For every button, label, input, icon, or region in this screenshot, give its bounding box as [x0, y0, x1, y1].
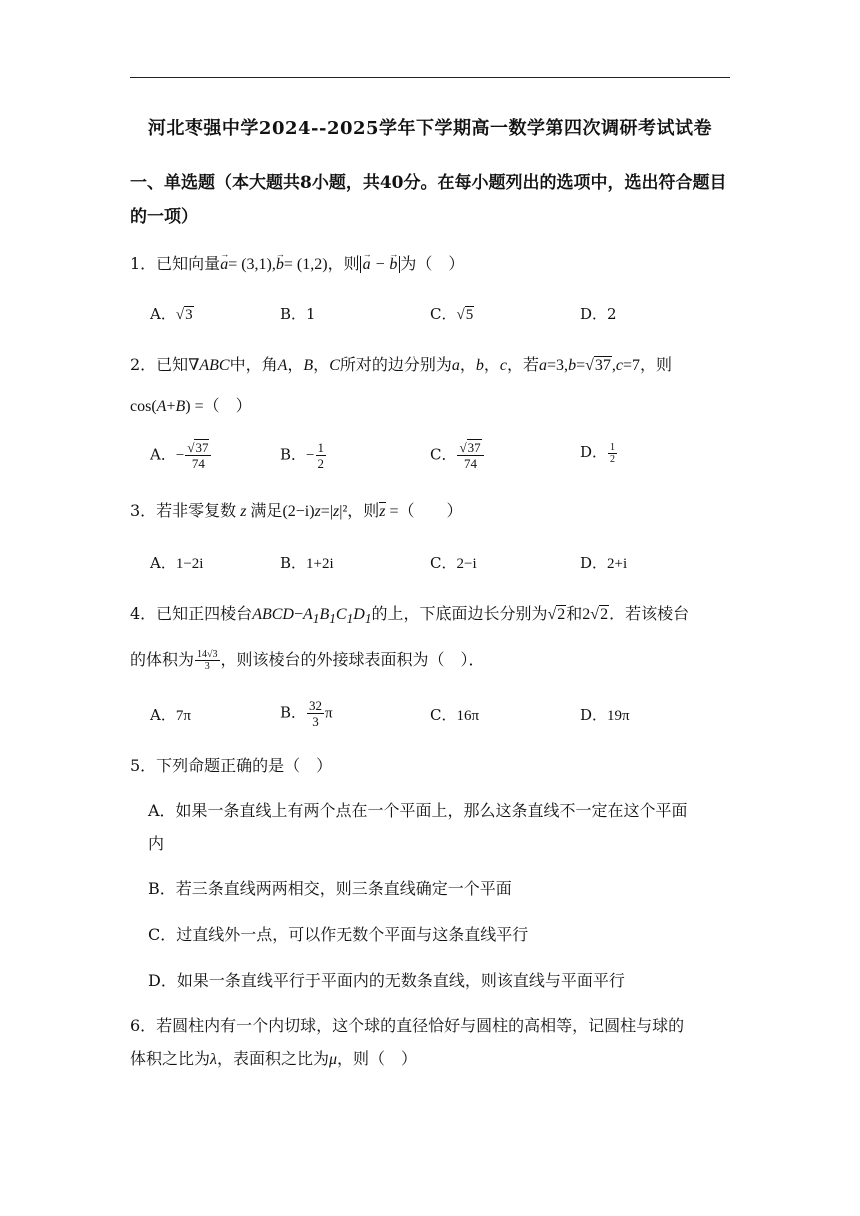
- question-2-line-1: 2．已知∇ABC中，角A，B，C所对的边分别为a，b，c，若a=3,b=√37,c=7，则: [130, 355, 673, 374]
- question-4-line-2: 的体积为 $\frac{14√3}{3}$ ，则该棱台的外接球表面积为（ ）．: [130, 649, 485, 672]
- question-2-line-2: cos(A+B) =（ ）: [130, 396, 252, 415]
- q1-option-a: A．√3: [150, 305, 193, 323]
- q1-option-b: B．1: [280, 305, 316, 323]
- q5-option-b: B．若三条直线两两相交，则三条直线确定一个平面: [148, 879, 512, 898]
- q4-option-a: A．7π: [150, 706, 191, 724]
- question-6-line-1: 6．若圆柱内有一个内切球，这个球的直径恰好与圆柱的高相等，记圆柱与球的: [130, 1016, 685, 1035]
- q1-option-d: D．2: [580, 305, 617, 323]
- q1-a-value: = (3,1),: [228, 256, 276, 273]
- q2-option-a: A．− $\frac{√37}{74}$: [150, 440, 212, 471]
- question-6-line-2: 体积之比为λ，表面积之比为μ，则（ ）: [130, 1049, 418, 1068]
- q1-suffix: 为（ ）: [400, 254, 465, 273]
- q1-option-c: C．√5: [430, 305, 474, 323]
- q3-option-c: C．2−i: [430, 554, 477, 572]
- q3-option-a: A．1−2i: [150, 554, 204, 572]
- vector-b: → b: [276, 253, 284, 277]
- q5-option-c: C．过直线外一点，可以作无数个平面与这条直线平行: [148, 925, 529, 944]
- q2-option-c: C． $\frac{√37}{74}$: [430, 440, 485, 471]
- q3-option-d: D．2+i: [580, 554, 628, 572]
- q2-option-d: D． $\frac{1}{2}$: [580, 441, 616, 465]
- vector-a: → a: [220, 253, 228, 277]
- question-4-line-1: 4．已知正四棱台$ABCD-A_1B_1C_1D_1$的上，下底面边长分别为√2和2√2．若该棱台: [130, 604, 690, 627]
- q3-option-b: B．1+2i: [280, 554, 334, 572]
- q4-option-d: D．19π: [580, 706, 630, 724]
- q1-abs-expression: → a − → b: [360, 256, 401, 273]
- q1-b-value: = (1,2): [283, 256, 328, 273]
- q5-option-a-line-1: A．如果一条直线上有两个点在一个平面上，那么这条直线不一定在这个平面: [148, 801, 688, 820]
- question-3: 3．若非零复数 z 满足(2−i)z=|z|²，则z =（ ）: [130, 501, 463, 520]
- q1-prefix: 1．已知向量: [130, 254, 221, 273]
- section-heading: 一、单选题（本大题共8小题，共40分。在每小题列出的选项中，选出符合题目的一项）: [130, 173, 727, 227]
- q5-option-d: D．如果一条直线平行于平面内的无数条直线，则该直线与平面平行: [148, 971, 625, 990]
- q5-option-a-line-2: 内: [148, 834, 165, 853]
- q1-mid: ，则: [327, 254, 360, 273]
- page-title: 河北枣强中学2024--2025学年下学期高一数学第四次调研考试试卷: [147, 118, 713, 139]
- q2-option-b: B．− $\frac{1}{2}$: [280, 440, 324, 471]
- q4-option-c: C．16π: [430, 706, 480, 724]
- question-1: [130, 252, 730, 277]
- question-5-stem: 5．下列命题正确的是（ ）: [130, 756, 333, 775]
- header-rule: [130, 77, 730, 78]
- q4-option-b: B． $\frac{32}{3}$ π: [280, 698, 333, 729]
